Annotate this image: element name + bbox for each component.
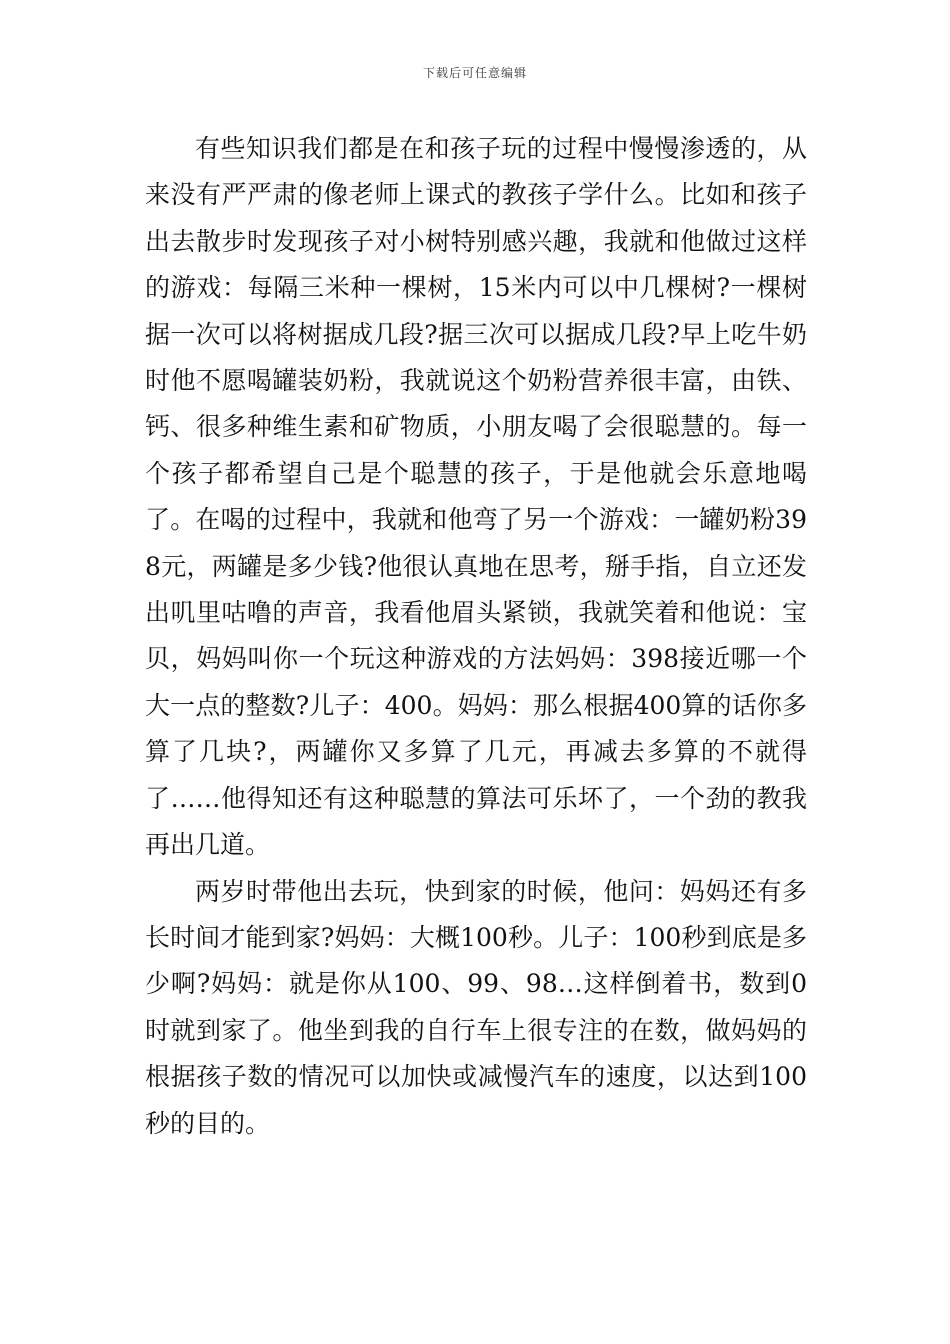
paragraph: 有些知识我们都是在和孩子玩的过程中慢慢渗透的，从来没有严严肃的像老师上课式的教孩子学什么。比如和孩子出去散步时发现孩子对小树特别感兴趣，我就和他做过这样的游戏：每隔三米种一棵树，15米内可以中几棵树?一棵树据一次可以将树据成几段?据三次可以据成几段?早上吃牛奶时他不愿喝罐装奶粉，我就说这个奶粉营养很丰富，由铁、钙、很多种维生素和矿物质，小朋友喝了会很聪慧的。每一个孩子都希望自己是个聪慧的孩子，于是他就会乐意地喝了。在喝的过程中，我就和他弯了另一个游戏：一罐奶粉398元，两罐是多少钱?他很认真地在思考，掰手指，自立还发出叽里咕噜的声音，我看他眉头紧锁，我就笑着和他说：宝贝，妈妈叫你一个玩这种游戏的方法妈妈：398接近哪一个大一点的整数?儿子：400。妈妈：那么根据400算的话你多算了几块?，两罐你又多算了几元，再减去多算的不就得了……他得知还有这种聪慧的算法可乐坏了，一个劲的教我再出几道。 <box>145 134 807 860</box>
page-header: 下载后可任意编辑 <box>422 66 527 80</box>
paragraph: 两岁时带他出去玩，快到家的时候，他问：妈妈还有多长时间才能到家?妈妈：大概100秒。儿子：100秒到底是多少啊?妈妈：就是你从100、99、98…这样倒着书，数到0时就到家了。他坐到我的自行车上很专注的在数，做妈妈的根据孩子数的情况可以加快或减慢汽车的速度，以达到100秒的目的。 <box>145 876 807 1138</box>
document-body <box>145 126 807 1147</box>
